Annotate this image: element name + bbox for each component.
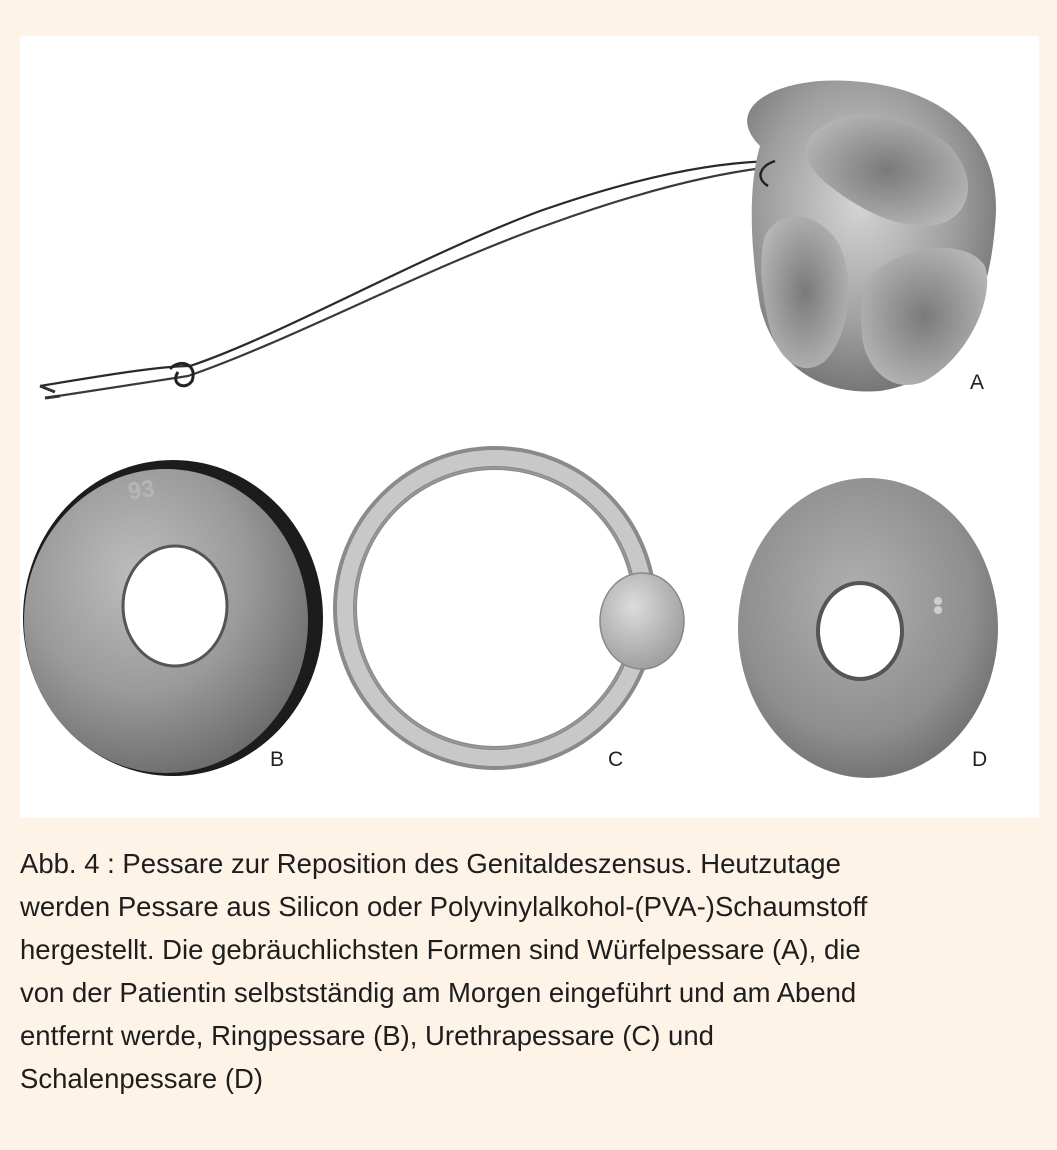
- caption-line: Schalenpessare (D): [20, 1063, 264, 1094]
- urethra-pessary-c: [345, 458, 684, 758]
- cup-pessary-d: [738, 478, 998, 778]
- label-b: B: [270, 748, 285, 771]
- pessary-illustration: [20, 36, 1039, 818]
- label-c: C: [608, 748, 624, 771]
- caption-line: hergestellt. Die gebräuchlichsten Formen sind Würfelpessare (A), die: [20, 934, 861, 965]
- caption-line: von der Patientin selbstständig am Morgen eingeführt und am Abend: [20, 977, 857, 1008]
- label-d: D: [972, 748, 988, 771]
- cube-pessary-a: [40, 80, 996, 398]
- ring-b-embossed-text: 93: [126, 475, 157, 506]
- caption-line: Abb. 4 : Pessare zur Reposition des Genitaldeszensus. Heutzutage: [20, 848, 841, 879]
- caption-line: werden Pessare aus Silicon oder Polyvinylalkohol-(PVA-)Schaumstoff: [20, 891, 868, 922]
- ring-pessary-b: [23, 460, 323, 776]
- figure-caption: [20, 842, 1020, 1100]
- caption-line: entfernt werde, Ringpessare (B), Urethrapessare (C) und: [20, 1020, 714, 1051]
- figure-image-panel: [20, 36, 1039, 818]
- label-a: A: [970, 371, 985, 394]
